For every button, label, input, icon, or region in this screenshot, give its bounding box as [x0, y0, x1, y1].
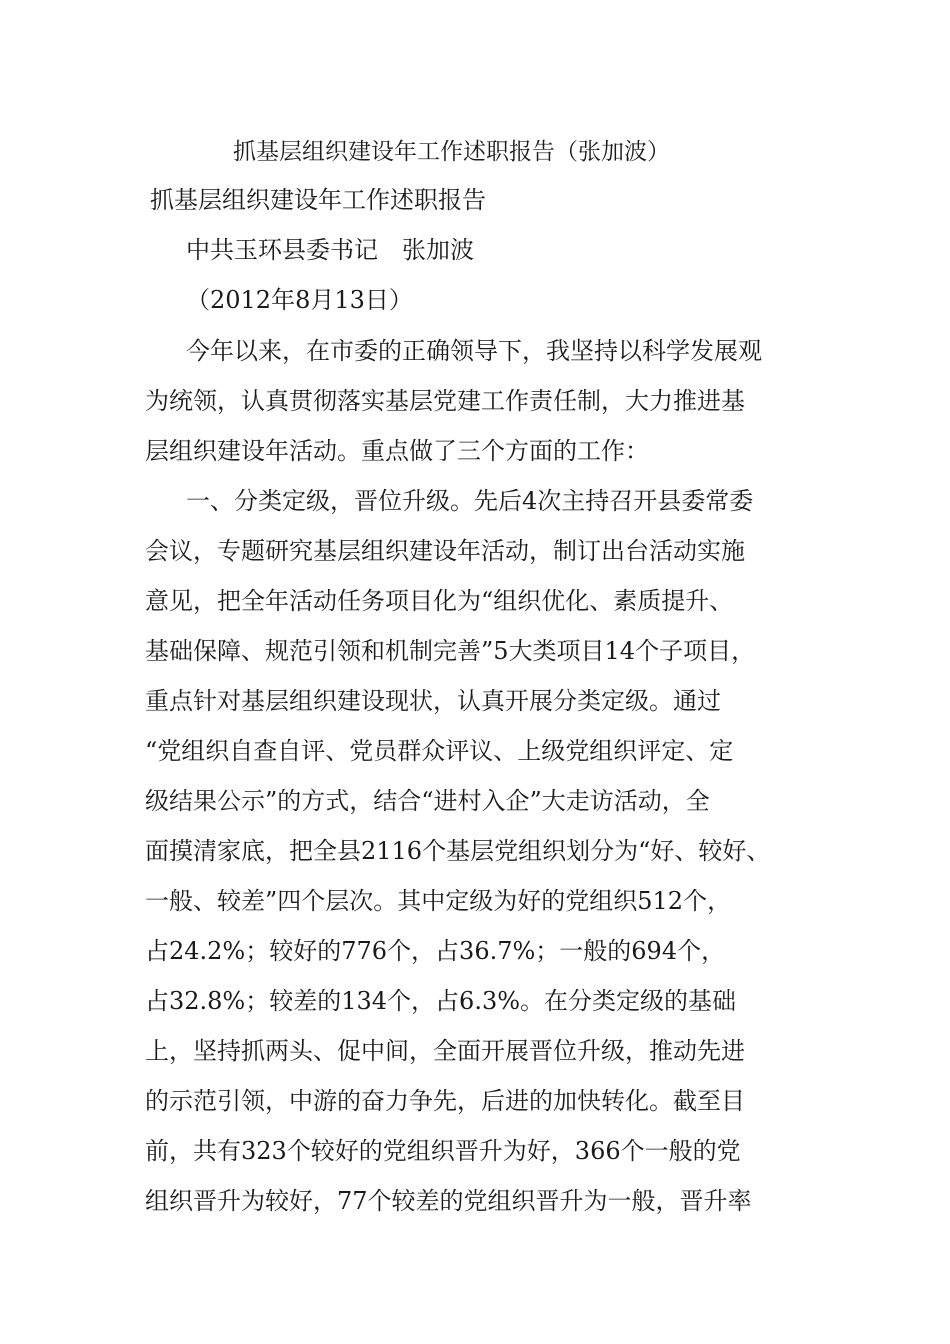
document-subtitle: 抓基层组织建设年工作述职报告 [150, 186, 486, 214]
body-line: 意见，把全年活动任务项目化为“组织优化、素质提升、 [145, 587, 734, 615]
body-line: 面摸清家底，把全县2116个基层党组织划分为“好、较好、 [145, 837, 771, 865]
body-line: 级结果公示”的方式，结合“进村入企”大走访活动，全 [145, 787, 710, 815]
body-line: 一、分类定级，晋位升级。先后4次主持召开县委常委 [186, 487, 754, 515]
body-line: 会议，专题研究基层组织建设年活动，制订出台活动实施 [145, 537, 745, 565]
body-line: 前，共有323个较好的党组织晋升为好，366个一般的党 [145, 1137, 741, 1165]
body-line: 占24.2%；较好的776个，占36.7%；一般的694个， [145, 937, 726, 965]
body-line: 基础保障、规范引领和机制完善”5大类项目14个子项目， [145, 637, 756, 665]
body-line: 今年以来，在市委的正确领导下，我坚持以科学发展观 [186, 337, 762, 365]
body-line: 一般、较差”四个层次。其中定级为好的党组织512个， [145, 887, 732, 915]
body-line: 重点针对基层组织建设现状，认真开展分类定级。通过 [145, 687, 721, 715]
body-line: 上，坚持抓两头、促中间，全面开展晋位升级，推动先进 [145, 1037, 745, 1065]
document-title: 抓基层组织建设年工作述职报告（张加波） [233, 139, 670, 165]
body-line: 组织晋升为较好，77个较差的党组织晋升为一般，晋升率 [145, 1187, 752, 1215]
date-line: （2012年8月13日） [186, 286, 413, 314]
author-line: 中共玉环县委书记 张加波 [186, 236, 474, 264]
body-line: 的示范引领，中游的奋力争先，后进的加快转化。截至目 [145, 1087, 745, 1115]
body-line: 层组织建设年活动。重点做了三个方面的工作： [145, 437, 649, 465]
body-line: “党组织自查自评、党员群众评议、上级党组织评定、定 [145, 737, 734, 765]
body-line: 为统领，认真贯彻落实基层党建工作责任制，大力推进基 [145, 387, 745, 415]
body-line: 占32.8%；较差的134个，占6.3%。在分类定级的基础 [145, 987, 737, 1015]
